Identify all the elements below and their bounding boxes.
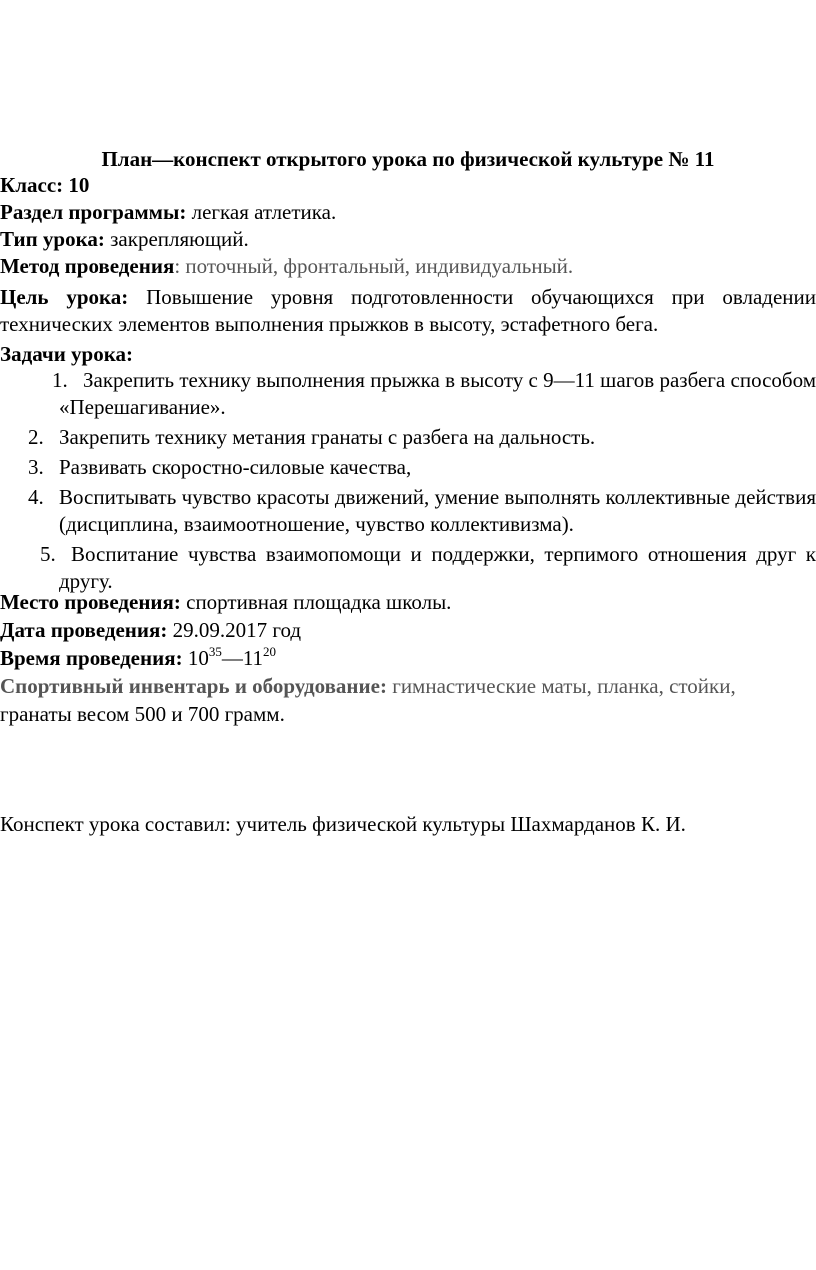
task-text: Воспитывать чувство красоты движений, умение выполнять коллективные действия (дисциплина, взаимоотношение, чувство коллективизма).: [59, 485, 816, 536]
goal-label: Цель урока:: [0, 285, 129, 309]
lesson-type-value: закрепляющий.: [104, 227, 249, 251]
time-end-minutes: 20: [263, 644, 277, 659]
equipment-label: Спортивный инвентарь и оборудование:: [0, 674, 387, 698]
equipment-value-continued: гранаты весом 500 и 700 грамм.: [0, 702, 285, 726]
time-dash: —: [221, 646, 243, 670]
section-label: Раздел программы:: [0, 200, 187, 224]
section-value: легкая атлетика.: [186, 200, 337, 224]
task-number: 1.: [52, 368, 68, 392]
equipment-value: гимнастические маты, планка, стойки,: [386, 674, 736, 698]
task-text: Закрепить технику выполнения прыжка в высоту с 9—11 шагов разбега способом «Перешагивание».: [59, 368, 816, 419]
time-line: [0, 645, 816, 671]
method-value: : поточный, фронтальный, индивидуальный.: [174, 254, 574, 278]
time-start-hour: 10: [182, 646, 209, 670]
task-number: 2.: [28, 425, 44, 449]
date-line: [0, 617, 816, 643]
lesson-type-label: Тип урока:: [0, 227, 105, 251]
goal-paragraph: [0, 284, 816, 338]
time-label: Время проведения:: [0, 646, 183, 670]
task-number: 4.: [28, 485, 44, 509]
task-item: [0, 424, 816, 451]
task-text: Развивать скоростно-силовые качества,: [59, 455, 412, 479]
task-number: 5.: [40, 542, 56, 566]
task-item: [0, 484, 816, 538]
goal-value: Повышение уровня подготовленности обучающихся при овладении технических элементов выполнения прыжков в высоту, эстафетного бега.: [0, 285, 816, 336]
tasks-heading-line: [0, 341, 816, 367]
tasks-label: Задачи урока:: [0, 342, 134, 366]
time-start-minutes: 35: [208, 644, 222, 659]
lesson-type-line: [0, 226, 816, 252]
equipment-line: [0, 673, 816, 699]
section-line: [0, 199, 816, 225]
task-item: [0, 454, 816, 481]
place-label: Место проведения:: [0, 590, 181, 614]
date-value: 29.09.2017 год: [167, 618, 302, 642]
method-line: [0, 253, 816, 279]
method-label: Метод проведения: [0, 254, 175, 278]
equipment-continuation-line: [0, 701, 816, 727]
author-line: [0, 811, 816, 837]
author-text: Конспект урока составил: учитель физической культуры Шахмарданов К. И.: [0, 812, 686, 836]
place-value: спортивная площадка школы.: [180, 590, 452, 614]
document-title: План—конспект открытого урока по физической культуре № 11: [101, 147, 715, 171]
task-text: Закрепить технику метания гранаты с разбега на дальность.: [59, 425, 596, 449]
task-item: [0, 541, 816, 595]
place-line: [0, 589, 816, 615]
class-line: [0, 172, 816, 198]
task-item: [0, 367, 816, 421]
time-end-hour: 11: [242, 646, 264, 670]
class-label: Класс: 10: [0, 173, 90, 197]
task-number: 3.: [28, 455, 44, 479]
date-label: Дата проведения:: [0, 618, 168, 642]
tasks-list: [0, 367, 816, 595]
task-text: Воспитание чувства взаимопомощи и поддержки, терпимого отношения друг к другу.: [59, 542, 816, 593]
